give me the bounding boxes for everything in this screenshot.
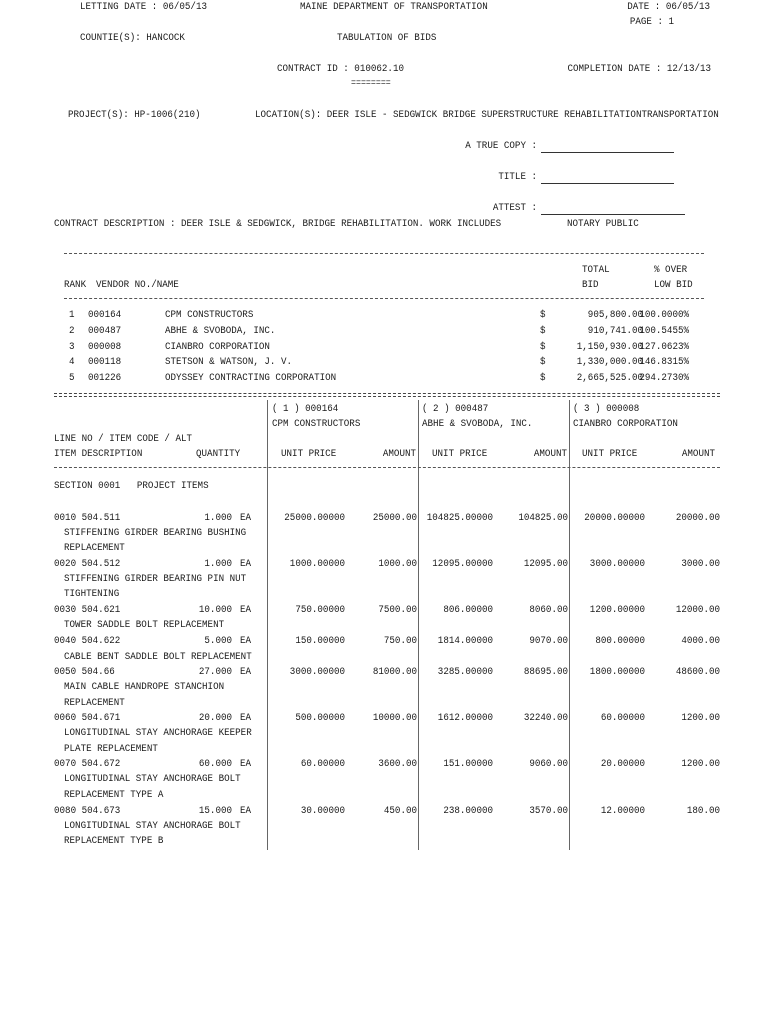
contract-description: CONTRACT DESCRIPTION : DEER ISLE & SEDGWICK, BRIDGE REHABILITATION. WORK INCLUDES <box>54 219 502 230</box>
unit-price-3: 3000.00000 <box>589 559 645 570</box>
item-desc: LONGITUDINAL STAY ANCHORAGE KEEPER <box>64 728 252 739</box>
amount-3: 20000.00 <box>675 513 720 524</box>
unit-price-1: 25000.00000 <box>284 513 345 524</box>
item-desc: REPLACEMENT <box>64 698 125 709</box>
rank: 3 <box>69 342 75 353</box>
amount-2: 12095.00 <box>523 559 568 570</box>
unit-price-2: 806.00000 <box>443 605 493 616</box>
title-line <box>541 183 674 184</box>
amount-2: 3570.00 <box>529 806 568 817</box>
unit-price-1: 750.00000 <box>295 605 345 616</box>
amount-1: 3600.00 <box>378 759 417 770</box>
rank: 4 <box>69 357 75 368</box>
vendor-no: 000487 <box>88 326 122 337</box>
item-code: 0040 504.622 <box>54 636 121 647</box>
vendor-3-id: ( 3 ) 000008 <box>573 404 640 415</box>
total-bid: 2,665,525.00 <box>576 373 643 384</box>
unit-price-2: 12095.00000 <box>432 559 493 570</box>
rank: 5 <box>69 373 75 384</box>
true-copy-label: A TRUE COPY : <box>465 141 537 152</box>
total-bid: 910,741.00 <box>587 326 643 337</box>
total-bid: 1,150,930.00 <box>576 342 643 353</box>
item-unit: EA <box>240 605 252 616</box>
head-unit-price-3: UNIT PRICE <box>582 449 638 460</box>
amount-1: 25000.00 <box>372 513 417 524</box>
item-desc: CABLE BENT SADDLE BOLT REPLACEMENT <box>64 652 252 663</box>
head-quantity: QUANTITY <box>196 449 241 460</box>
amount-3: 12000.00 <box>675 605 720 616</box>
item-desc: STIFFENING GIRDER BEARING PIN NUT <box>64 574 247 585</box>
amount-1: 450.00 <box>383 806 417 817</box>
vendor-name: CIANBRO CORPORATION <box>165 342 270 353</box>
item-code: 0020 504.512 <box>54 559 121 570</box>
attest-label: ATTEST : <box>492 203 537 214</box>
unit-price-3: 1200.00000 <box>589 605 645 616</box>
amount-1: 10000.00 <box>372 713 417 724</box>
double-divider <box>54 393 720 397</box>
amount-3: 48600.00 <box>675 667 720 678</box>
vendor-1-id: ( 1 ) 000164 <box>272 404 339 415</box>
item-unit: EA <box>240 636 252 647</box>
item-quantity: 1.000 <box>204 559 232 570</box>
vendor-name: CPM CONSTRUCTORS <box>165 310 254 321</box>
item-code: 0030 504.621 <box>54 605 121 616</box>
amount-3: 3000.00 <box>681 559 720 570</box>
amount-2: 9060.00 <box>529 759 568 770</box>
col-bid: BID <box>582 280 599 291</box>
amount-3: 1200.00 <box>681 713 720 724</box>
pct-over: 127.0623% <box>639 342 689 353</box>
item-desc: TOWER SADDLE BOLT REPLACEMENT <box>64 620 225 631</box>
item-desc: MAIN CABLE HANDROPE STANCHION <box>64 682 225 693</box>
item-unit: EA <box>240 713 252 724</box>
pct-over: 294.2730% <box>639 373 689 384</box>
pct-over: 146.8315% <box>639 357 689 368</box>
divider <box>64 298 704 299</box>
item-code: 0080 504.673 <box>54 806 121 817</box>
unit-price-1: 500.00000 <box>295 713 345 724</box>
vendor-2-id: ( 2 ) 000487 <box>422 404 489 415</box>
unit-price-3: 20.00000 <box>600 759 645 770</box>
amount-1: 1000.00 <box>378 559 417 570</box>
amount-1: 81000.00 <box>372 667 417 678</box>
currency: $ <box>540 357 546 368</box>
col-lowbid: LOW BID <box>654 280 693 291</box>
currency: $ <box>540 342 546 353</box>
item-desc: LONGITUDINAL STAY ANCHORAGE BOLT <box>64 821 241 832</box>
currency: $ <box>540 326 546 337</box>
locations: LOCATION(S): DEER ISLE - SEDGWICK BRIDGE SUPERSTRUCTURE REHABILITATIONTRANSPORTATION <box>255 110 719 121</box>
item-code: 0050 504.66 <box>54 667 115 678</box>
item-unit: EA <box>240 806 252 817</box>
completion-date: COMPLETION DATE : 12/13/13 <box>567 64 711 75</box>
item-code: 0010 504.511 <box>54 513 121 524</box>
item-unit: EA <box>240 667 252 678</box>
currency: $ <box>540 310 546 321</box>
page-number: PAGE : 1 <box>629 17 674 28</box>
unit-price-2: 1612.00000 <box>437 713 493 724</box>
unit-price-2: 104825.00000 <box>426 513 493 524</box>
divider <box>64 253 704 254</box>
head-amount-1: AMOUNT <box>382 449 416 460</box>
item-quantity: 20.000 <box>198 713 232 724</box>
col-total: TOTAL <box>582 265 610 276</box>
notary-public: NOTARY PUBLIC <box>567 219 639 230</box>
currency: $ <box>540 373 546 384</box>
item-desc: TIGHTENING <box>64 589 120 600</box>
projects: PROJECT(S): HP-1006(210) <box>68 110 201 121</box>
unit-price-2: 1814.00000 <box>437 636 493 647</box>
item-desc: REPLACEMENT <box>64 543 125 554</box>
item-quantity: 1.000 <box>204 513 232 524</box>
true-copy-line <box>541 152 674 153</box>
pct-over: 100.5455% <box>639 326 689 337</box>
head-item-desc: ITEM DESCRIPTION <box>54 449 143 460</box>
item-quantity: 10.000 <box>198 605 232 616</box>
report-title: TABULATION OF BIDS <box>337 33 437 44</box>
amount-1: 7500.00 <box>378 605 417 616</box>
item-unit: EA <box>240 759 252 770</box>
unit-price-3: 12.00000 <box>600 806 645 817</box>
title-label: TITLE : <box>498 172 537 183</box>
unit-price-2: 3285.00000 <box>437 667 493 678</box>
vendor-1-name: CPM CONSTRUCTORS <box>272 419 361 430</box>
unit-price-1: 1000.00000 <box>289 559 345 570</box>
contract-id-underline: ======== <box>351 78 391 88</box>
item-quantity: 5.000 <box>204 636 232 647</box>
item-desc: REPLACEMENT TYPE B <box>64 836 164 847</box>
item-quantity: 15.000 <box>198 806 232 817</box>
unit-price-2: 238.00000 <box>443 806 493 817</box>
amount-2: 32240.00 <box>523 713 568 724</box>
letting-date: LETTING DATE : 06/05/13 <box>80 2 207 13</box>
item-desc: PLATE REPLACEMENT <box>64 744 158 755</box>
amount-2: 88695.00 <box>523 667 568 678</box>
amount-3: 180.00 <box>686 806 720 817</box>
item-code: 0070 504.672 <box>54 759 121 770</box>
col-vendor: VENDOR NO./NAME <box>96 280 179 291</box>
vendor-no: 001226 <box>88 373 122 384</box>
unit-price-1: 60.00000 <box>300 759 345 770</box>
item-desc: LONGITUDINAL STAY ANCHORAGE BOLT <box>64 774 241 785</box>
amount-1: 750.00 <box>383 636 417 647</box>
head-amount-2: AMOUNT <box>533 449 567 460</box>
pct-over: 100.0000% <box>639 310 689 321</box>
contract-id: CONTRACT ID : 010062.10 <box>277 64 404 75</box>
item-desc: REPLACEMENT TYPE A <box>64 790 164 801</box>
head-unit-price-1: UNIT PRICE <box>281 449 337 460</box>
unit-price-3: 20000.00000 <box>584 513 645 524</box>
attest-line <box>541 214 685 215</box>
vendor-3-name: CIANBRO CORPORATION <box>573 419 678 430</box>
unit-price-2: 151.00000 <box>443 759 493 770</box>
report-date: DATE : 06/05/13 <box>627 2 710 13</box>
vendor-no: 000164 <box>88 310 122 321</box>
amount-2: 104825.00 <box>518 513 568 524</box>
unit-price-1: 150.00000 <box>295 636 345 647</box>
divider <box>54 467 720 468</box>
amount-3: 1200.00 <box>681 759 720 770</box>
item-unit: EA <box>240 513 252 524</box>
item-unit: EA <box>240 559 252 570</box>
col-over: % OVER <box>654 265 688 276</box>
unit-price-1: 30.00000 <box>300 806 345 817</box>
unit-price-3: 800.00000 <box>595 636 645 647</box>
total-bid: 1,330,000.00 <box>576 357 643 368</box>
rank: 1 <box>69 310 75 321</box>
amount-2: 9070.00 <box>529 636 568 647</box>
vendor-name: ABHE & SVOBODA, INC. <box>165 326 276 337</box>
rank: 2 <box>69 326 75 337</box>
counties: COUNTIE(S): HANCOCK <box>80 33 185 44</box>
section-title: SECTION 0001 PROJECT ITEMS <box>54 481 209 492</box>
vendor-name: ODYSSEY CONTRACTING CORPORATION <box>165 373 337 384</box>
unit-price-3: 60.00000 <box>600 713 645 724</box>
item-quantity: 60.000 <box>198 759 232 770</box>
amount-2: 8060.00 <box>529 605 568 616</box>
head-unit-price-2: UNIT PRICE <box>432 449 488 460</box>
vendor-name: STETSON & WATSON, J. V. <box>165 357 292 368</box>
department-name: MAINE DEPARTMENT OF TRANSPORTATION <box>300 2 488 13</box>
col-rank: RANK <box>64 280 87 291</box>
amount-3: 4000.00 <box>681 636 720 647</box>
head-amount-3: AMOUNT <box>681 449 715 460</box>
vendor-no: 000008 <box>88 342 122 353</box>
item-desc: STIFFENING GIRDER BEARING BUSHING <box>64 528 247 539</box>
head-line-no: LINE NO / ITEM CODE / ALT <box>54 434 193 445</box>
item-quantity: 27.000 <box>198 667 232 678</box>
vendor-2-name: ABHE & SVOBODA, INC. <box>422 419 533 430</box>
total-bid: 905,800.00 <box>587 310 643 321</box>
unit-price-1: 3000.00000 <box>289 667 345 678</box>
item-code: 0060 504.671 <box>54 713 121 724</box>
unit-price-3: 1800.00000 <box>589 667 645 678</box>
vendor-no: 000118 <box>88 357 122 368</box>
